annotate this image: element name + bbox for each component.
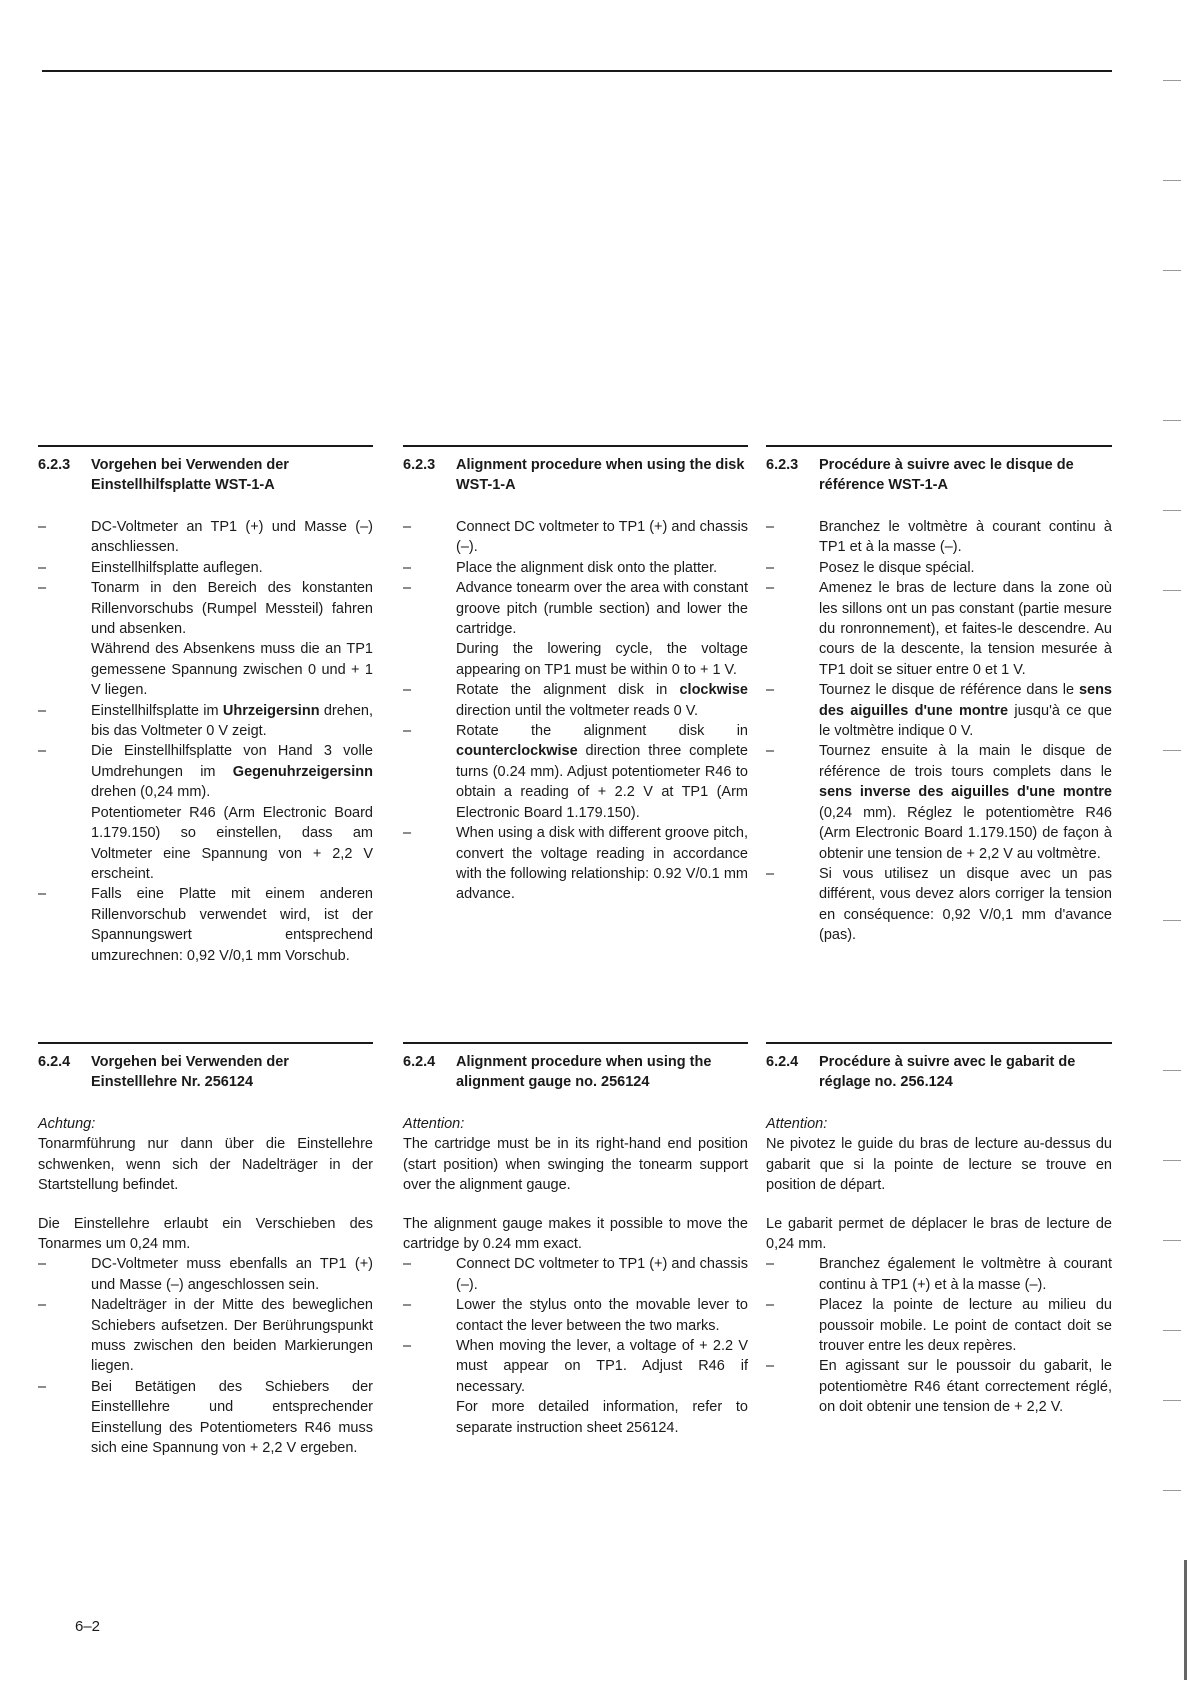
attention-block	[403, 1114, 748, 1196]
list-item: – Falls eine Platte mit einem anderen Rillenvorschub verwendet wird, ist der Spannungswert entsprechend umzurechnen: 0,92 V/0,1 mm Vorschub.	[38, 884, 373, 966]
edge-mark	[1163, 590, 1181, 591]
item-text: Rotate the alignment disk in	[456, 723, 748, 740]
list-item: During the lowering cycle, the voltage appearing on TP1 must be within 0 to + 1 V.	[456, 641, 748, 678]
column-rule	[38, 445, 373, 447]
column-rule	[766, 1042, 1112, 1044]
list-item: – When moving the lever, a voltage of + 2.2 V must appear on TP1. Adjust R46 if necessary.	[403, 1336, 748, 1397]
list-item	[403, 680, 748, 721]
list-item: – When using a disk with different groove pitch, convert the voltage reading in accordance with the following relationship: 0.92 V/0.1 mm advance.	[403, 823, 748, 905]
item-text: Tournez le disque de référence dans le	[819, 682, 1079, 699]
column-rule	[38, 1042, 373, 1044]
edge-mark	[1163, 1330, 1181, 1331]
edge-mark	[1163, 920, 1181, 921]
list-item	[38, 741, 373, 802]
list-item: – Posez le disque spécial.	[766, 558, 1112, 578]
step-list	[403, 1254, 748, 1438]
list-item: – Branchez également le voltmètre à courant continu à TP1 (+) et à la masse (–).	[766, 1254, 1112, 1295]
section-number: 6.2.3	[766, 457, 799, 473]
item-text: drehen (0,24 mm).	[91, 784, 211, 801]
top-rule	[42, 70, 1112, 72]
attention-text: Ne pivotez le guide du bras de lecture au-dessus du gabarit que si la pointe de lecture se trouve en position de départ.	[766, 1136, 1112, 1194]
list-item	[403, 721, 748, 823]
item-emphasis: sens des aiguilles d'une montre	[819, 682, 1112, 719]
list-item: – Einstellhilfsplatte auflegen.	[38, 558, 373, 578]
section-title: Alignment procedure when using the disk WST-1-A	[456, 457, 745, 493]
item-emphasis: Uhrzeigersinn	[222, 702, 320, 719]
attention-text: Tonarmführung nur dann über die Einstellehre schwenken, wenn sich der Nadelträger in der Startstellung befindet.	[38, 1136, 373, 1194]
list-item: – Advance tonearm over the area with constant groove pitch (rumble section) and lower the cartridge.	[403, 578, 748, 639]
section-title: Procédure à suivre avec le disque de référence WST-1-A	[819, 457, 1074, 493]
list-item: – Nadelträger in der Mitte des beweglichen Schiebers aufsetzen. Der Berührungspunkt muss zwischen den beiden Markierungen liegen.	[38, 1295, 373, 1377]
item-text: Die Einstellhilfsplatte von Hand 3 volle Umdrehungen im	[91, 743, 373, 780]
section-number: 6.2.4	[38, 1054, 71, 1070]
intro-text: Die Einstellehre erlaubt ein Verschieben des Tonarmes um 0,24 mm.	[38, 1215, 373, 1253]
page-number: 6–2	[75, 1618, 101, 1635]
list-item: – DC-Voltmeter an TP1 (+) und Masse (–) anschliessen.	[38, 517, 373, 558]
item-emphasis: counterclockwise	[456, 743, 578, 760]
column-english	[403, 1042, 748, 1438]
list-item: – Amenez le bras de lecture dans la zone où les sillons ont un pas constant (partie mesure du ronronnement), et faites-le descendre. Au cours de la descente, la tension mesurée à TP1 doit se situer entre 0 et 1 V.	[766, 578, 1112, 680]
item-emphasis: Gegenuhrzeigersinn	[232, 763, 373, 780]
section-number: 6.2.3	[403, 457, 436, 473]
column-rule	[403, 1042, 748, 1044]
column-rule	[403, 445, 748, 447]
list-item: – Branchez le voltmètre à courant continu à TP1 et à la masse (–).	[766, 517, 1112, 558]
item-text: Einstellhilfsplatte im	[91, 702, 223, 719]
scan-edge-marks	[1151, 60, 1191, 1660]
intro-text: Le gabarit permet de déplacer le bras de lecture de 0,24 mm.	[766, 1215, 1112, 1253]
section-number: 6.2.4	[766, 1054, 799, 1070]
list-item: – Bei Betätigen des Schiebers der Einstelllehre und entsprechender Einstellung des Potentiometers R46 muss sich eine Spannung von + 2,2 V ergeben.	[38, 1377, 373, 1459]
section-title: Procédure à suivre avec le gabarit de réglage no. 256.124	[819, 1054, 1076, 1090]
list-item: Potentiometer R46 (Arm Electronic Board 1.179.150) so einstellen, dass am Voltmeter eine Spannung von + 2,2 V erscheint.	[91, 804, 373, 882]
section-heading	[766, 455, 1112, 495]
item-text: direction three complete turns (0.24 mm). Adjust potentiometer R46 to obtain a reading of + 2.2 V at TP1 (Arm Electronic Board 1.179.150).	[456, 743, 748, 821]
list-item	[766, 680, 1112, 741]
section-heading	[403, 1052, 748, 1092]
section-number: 6.2.3	[38, 457, 71, 473]
attention-label: Attention:	[403, 1116, 465, 1132]
list-item: – Place the alignment disk onto the platter.	[403, 558, 748, 578]
list-item	[766, 741, 1112, 863]
step-list	[38, 1254, 373, 1458]
edge-mark	[1163, 510, 1181, 511]
section-title: Vorgehen bei Verwenden der Einstellhilfsplatte WST-1-A	[91, 457, 289, 493]
section-heading	[766, 1052, 1112, 1092]
edge-mark	[1163, 1240, 1181, 1241]
column-german	[38, 1042, 373, 1459]
intro-text: The alignment gauge makes it possible to move the cartridge by 0.24 mm exact.	[403, 1215, 748, 1253]
attention-text: The cartridge must be in its right-hand end position (start position) when swinging the tonearm support over the alignment gauge.	[403, 1136, 748, 1194]
section-heading	[38, 1052, 373, 1092]
item-text: direction until the voltmeter reads 0 V.	[456, 702, 699, 719]
item-text: Rotate the alignment disk in	[456, 682, 680, 699]
scan-edge-bar	[1184, 1560, 1187, 1680]
column-german	[38, 445, 373, 966]
list-item: Während des Absenkens muss die an TP1 gemessene Spannung zwischen 0 und + 1 V liegen.	[91, 641, 373, 699]
step-list	[766, 1254, 1112, 1417]
section-title: Vorgehen bei Verwenden der Einstelllehre Nr. 256124	[91, 1054, 289, 1090]
item-text: (0,24 mm). Réglez le potentiomètre R46 (Arm Electronic Board 1.179.150) de façon à obtenir une tension de + 2,2 V au voltmètre.	[819, 804, 1112, 862]
list-item: For more detailed information, refer to separate instruction sheet 256124.	[456, 1399, 748, 1436]
step-list	[403, 517, 748, 905]
list-item: – Si vous utilisez un disque avec un pas différent, vous devez alors corriger la tension en conséquence: 0,92 V/0,1 mm d'avance (pas).	[766, 864, 1112, 946]
step-list	[766, 517, 1112, 946]
section-number: 6.2.4	[403, 1054, 436, 1070]
step-list	[38, 517, 373, 966]
list-item: – Lower the stylus onto the movable lever to contact the lever between the two marks.	[403, 1295, 748, 1336]
item-text: jusqu'à ce que le voltmètre indique 0 V.	[819, 702, 1112, 740]
column-rule	[766, 445, 1112, 447]
list-item: – Connect DC voltmeter to TP1 (+) and chassis (–).	[403, 1254, 748, 1295]
column-french	[766, 445, 1112, 946]
column-french	[766, 1042, 1112, 1418]
list-item: – Tonarm in den Bereich des konstanten Rillenvorschubs (Rumpel Messteil) fahren und absenken.	[38, 578, 373, 639]
list-item: – DC-Voltmeter muss ebenfalls an TP1 (+) und Masse (–) angeschlossen sein.	[38, 1254, 373, 1295]
item-emphasis: sens inverse des aiguilles d'une montre	[819, 784, 1112, 801]
item-text: Tournez ensuite à la main le disque de référence de trois tours complets dans le	[819, 743, 1112, 780]
list-item: – Connect DC voltmeter to TP1 (+) and chassis (–).	[403, 517, 748, 558]
item-emphasis: clockwise	[679, 682, 748, 699]
section-title: Alignment procedure when using the alignment gauge no. 256124	[456, 1054, 712, 1090]
edge-mark	[1163, 1490, 1181, 1491]
attention-label: Attention:	[766, 1116, 828, 1132]
section-heading	[403, 455, 748, 495]
edge-mark	[1163, 420, 1181, 421]
edge-mark	[1163, 1160, 1181, 1161]
edge-mark	[1163, 80, 1181, 81]
list-item	[38, 701, 373, 742]
edge-mark	[1163, 1070, 1181, 1071]
list-item: – En agissant sur le poussoir du gabarit, le potentiomètre R46 étant correctement réglé, on doit obtenir une tension de + 2,2 V.	[766, 1356, 1112, 1417]
attention-block	[38, 1114, 373, 1196]
list-item: – Placez la pointe de lecture au milieu du poussoir mobile. Le point de contact doit se trouver entre les deux repères.	[766, 1295, 1112, 1356]
section-heading	[38, 455, 373, 495]
column-english	[403, 445, 748, 905]
attention-block	[766, 1114, 1112, 1196]
edge-mark	[1163, 1400, 1181, 1401]
item-text: drehen, bis das Voltmeter 0 V zeigt.	[91, 702, 373, 740]
edge-mark	[1163, 750, 1181, 751]
attention-label: Achtung:	[38, 1116, 96, 1132]
edge-mark	[1163, 180, 1181, 181]
edge-mark	[1163, 270, 1181, 271]
